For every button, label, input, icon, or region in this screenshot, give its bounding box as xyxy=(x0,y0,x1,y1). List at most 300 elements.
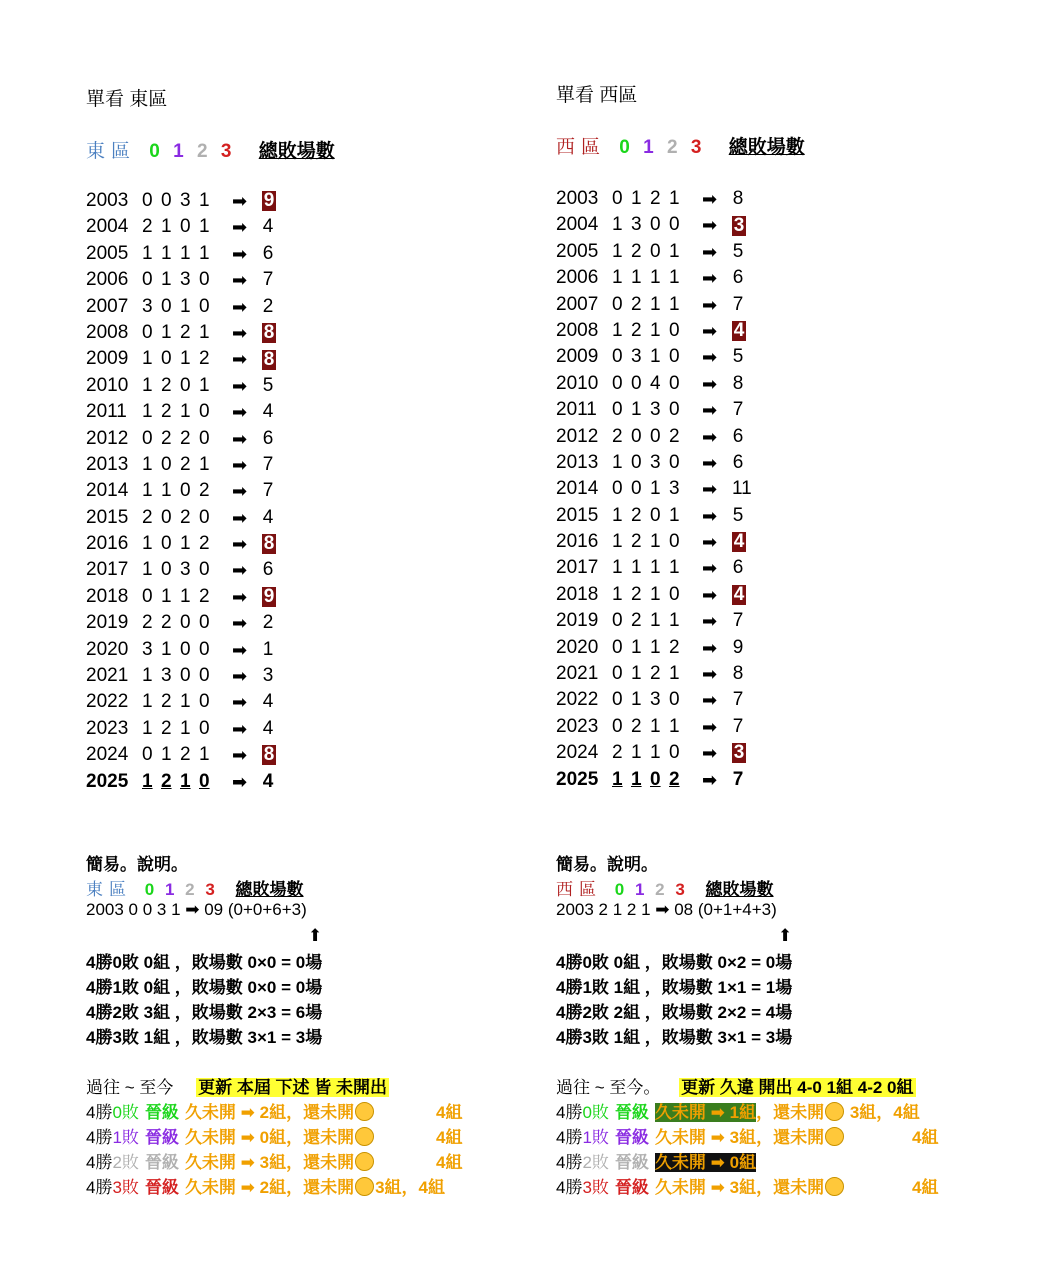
year-cell: 2003 xyxy=(86,190,129,211)
result-cell: 2 xyxy=(161,427,172,449)
west-win-line: 4勝0敗 0組 ，敗場數 0×2 = 0場 xyxy=(556,953,793,972)
arrow-icon: ➡ xyxy=(702,505,718,526)
total-cell: 7 xyxy=(732,689,744,711)
west-header xyxy=(556,132,813,159)
result-group xyxy=(612,661,688,687)
result-cell: 2 xyxy=(142,216,153,238)
result-cell: 1 xyxy=(142,401,153,423)
past-count: 4組 xyxy=(436,1128,463,1147)
year-cell: 2008 xyxy=(86,321,129,343)
result-cell: 0 xyxy=(180,612,191,634)
result-group xyxy=(142,742,218,768)
result-cell: 1 xyxy=(180,295,191,317)
result-cell: 1 xyxy=(142,533,153,555)
total-cell: 9 xyxy=(263,190,275,212)
table-row xyxy=(556,503,752,529)
total-cell: 8 xyxy=(732,372,744,394)
result-cell: 3 xyxy=(142,295,153,317)
past-promo: 晉級 xyxy=(614,1128,649,1147)
past-prefix: 4勝 xyxy=(86,1153,113,1172)
result-cell: 2 xyxy=(161,717,172,739)
east-label: 東區 xyxy=(86,141,137,162)
result-cell: 1 xyxy=(199,190,210,211)
result-cell: 2 xyxy=(161,401,172,423)
total-cell: 7 xyxy=(732,768,744,790)
result-cell: 0 xyxy=(669,742,680,764)
arrow-icon: ➡ xyxy=(232,534,248,555)
arrow-icon: ➡ xyxy=(702,294,718,315)
result-cell: 1 xyxy=(161,216,172,238)
year-cell: 2010 xyxy=(556,372,599,394)
result-cell: 0 xyxy=(199,295,210,317)
result-cell: 1 xyxy=(142,480,153,502)
explain-digit-1: 1 xyxy=(164,880,175,899)
result-cell: 1 xyxy=(650,742,661,764)
result-group xyxy=(142,716,218,742)
result-cell: 1 xyxy=(650,557,661,579)
header-digit-1: 1 xyxy=(643,137,654,158)
total-cell: 7 xyxy=(262,453,274,475)
past-prefix: 4勝 xyxy=(556,1153,583,1172)
year-cell: 2009 xyxy=(556,346,599,368)
result-cell: 2 xyxy=(161,612,172,634)
west-win-line: 4勝1敗 1組 ，敗場數 1×1 = 1場 xyxy=(556,978,793,997)
result-group xyxy=(142,689,218,715)
result-cell: 0 xyxy=(199,665,210,687)
arrow-icon: ➡ xyxy=(702,690,718,711)
result-cell: 1 xyxy=(650,319,661,341)
result-cell: 2 xyxy=(199,480,210,502)
table-row xyxy=(86,188,276,214)
west-past-lead: 過往 ~ 至今。 xyxy=(556,1078,661,1097)
west-label: 西區 xyxy=(556,137,607,158)
result-group xyxy=(612,424,688,450)
year-cell: 2019 xyxy=(86,612,129,634)
result-cell: 1 xyxy=(669,240,680,262)
past-text: 久未開 ➡ 2組，還未開 xyxy=(184,1178,355,1197)
result-cell: 1 xyxy=(650,478,661,500)
result-cell: 1 xyxy=(142,691,153,713)
result-group xyxy=(142,294,218,320)
result-cell: 1 xyxy=(650,293,661,315)
result-cell: 2 xyxy=(631,319,642,341)
total-cell: 11 xyxy=(732,478,752,500)
result-cell: 1 xyxy=(199,744,210,766)
year-cell: 2015 xyxy=(556,504,599,526)
result-cell: 1 xyxy=(161,480,172,502)
result-cell: 0 xyxy=(612,715,623,737)
year-cell: 2025 xyxy=(556,768,599,790)
year-cell: 2003 xyxy=(556,188,599,209)
arrow-icon: ➡ xyxy=(702,189,718,209)
result-cell: 0 xyxy=(631,372,642,394)
result-cell: 2 xyxy=(631,240,642,262)
result-cell: 2 xyxy=(161,691,172,713)
past-tail: 3組，4組 xyxy=(375,1178,446,1197)
result-cell: 3 xyxy=(631,346,642,368)
result-cell: 1 xyxy=(142,717,153,739)
result-cell: 0 xyxy=(199,401,210,423)
table-row xyxy=(86,241,276,267)
arrow-icon: ➡ xyxy=(702,426,718,447)
total-cell: 5 xyxy=(262,374,274,396)
table-row xyxy=(556,767,752,793)
table-row xyxy=(556,318,752,344)
result-cell: 1 xyxy=(612,451,623,473)
grin-emoji-icon xyxy=(825,1127,844,1146)
result-cell: 1 xyxy=(142,242,153,264)
table-row xyxy=(556,529,752,555)
result-cell: 0 xyxy=(142,427,153,449)
result-cell: 3 xyxy=(650,689,661,711)
explain-digit-2: 2 xyxy=(185,880,195,899)
past-item xyxy=(556,1125,939,1150)
result-cell: 1 xyxy=(180,717,191,739)
past-prefix: 4勝 xyxy=(86,1128,113,1147)
past-prefix: 4勝 xyxy=(86,1103,113,1122)
result-cell: 1 xyxy=(612,240,623,262)
result-cell: 1 xyxy=(669,267,680,289)
west-past xyxy=(556,1075,939,1200)
year-cell: 2007 xyxy=(556,293,599,315)
past-text: 久未開 ➡ 2組，還未開 xyxy=(184,1103,355,1122)
result-group xyxy=(142,452,218,478)
result-cell: 3 xyxy=(631,214,642,236)
table-row xyxy=(556,582,752,608)
result-cell: 1 xyxy=(631,557,642,579)
result-cell: 0 xyxy=(161,506,172,528)
table-row xyxy=(556,265,752,291)
table-row xyxy=(86,294,276,320)
year-cell: 2019 xyxy=(556,610,599,632)
result-group xyxy=(142,373,218,399)
arrow-icon: ➡ xyxy=(702,769,718,790)
table-row xyxy=(556,740,752,766)
result-cell: 0 xyxy=(612,478,623,500)
status-box: 久未開 ➡ 1組 xyxy=(654,1103,757,1122)
result-cell: 1 xyxy=(669,610,680,632)
west-explain-total: 總敗場數 xyxy=(705,880,774,899)
result-cell: 1 xyxy=(631,267,642,289)
result-cell: 1 xyxy=(612,504,623,526)
arrow-icon: ➡ xyxy=(702,558,718,579)
year-cell: 2012 xyxy=(556,425,599,447)
table-row xyxy=(556,371,752,397)
year-cell: 2020 xyxy=(556,636,599,658)
total-cell: 2 xyxy=(262,612,274,634)
total-cell: 4 xyxy=(733,584,745,606)
past-loss: 3敗 xyxy=(112,1178,139,1197)
result-cell: 3 xyxy=(161,665,172,687)
past-loss: 1敗 xyxy=(112,1128,139,1147)
result-cell: 2 xyxy=(142,612,153,634)
result-cell: 1 xyxy=(180,585,191,607)
west-total-header: 總敗場數 xyxy=(728,137,805,158)
total-cell: 4 xyxy=(262,401,274,423)
year-cell: 2012 xyxy=(86,427,129,449)
total-cell: 9 xyxy=(732,636,744,658)
west-update-badge: 更新 久違 開出 4-0 1組 4-2 0組 xyxy=(681,1078,914,1097)
past-loss: 1敗 xyxy=(582,1128,609,1147)
result-cell: 1 xyxy=(161,242,172,264)
result-group xyxy=(142,241,218,267)
table-row xyxy=(86,426,276,452)
total-cell: 9 xyxy=(263,586,275,608)
year-cell: 2005 xyxy=(86,242,129,264)
arrow-icon: ➡ xyxy=(232,718,248,739)
result-cell: 2 xyxy=(180,453,191,475)
header-digit-2: 2 xyxy=(667,137,678,158)
result-cell: 1 xyxy=(650,715,661,737)
west-explain-header xyxy=(556,875,774,900)
arrow-icon: ➡ xyxy=(232,771,248,792)
result-cell: 2 xyxy=(631,583,642,605)
arrow-icon: ➡ xyxy=(232,191,248,211)
year-cell: 2011 xyxy=(556,399,597,421)
arrow-icon: ➡ xyxy=(702,479,718,500)
result-cell: 1 xyxy=(612,531,623,553)
year-cell: 2006 xyxy=(556,267,599,289)
year-cell: 2014 xyxy=(556,478,599,500)
result-group xyxy=(612,397,688,423)
west-past-lead-line xyxy=(556,1075,920,1100)
result-cell: 0 xyxy=(650,504,661,526)
result-cell: 0 xyxy=(142,321,153,343)
arrow-icon: ➡ xyxy=(702,716,718,737)
result-cell: 0 xyxy=(631,478,642,500)
result-cell: 0 xyxy=(180,374,191,396)
result-cell: 1 xyxy=(650,531,661,553)
east-win-line: 4勝3敗 1組 ，敗場數 3×1 = 3場 xyxy=(86,1028,323,1047)
result-cell: 0 xyxy=(180,480,191,502)
table-row xyxy=(556,450,752,476)
total-cell: 5 xyxy=(732,504,744,526)
result-cell: 1 xyxy=(161,638,172,660)
result-group xyxy=(612,687,688,713)
result-cell: 2 xyxy=(199,533,210,555)
table-row xyxy=(86,478,276,504)
grin-emoji-icon xyxy=(825,1102,844,1121)
result-cell: 0 xyxy=(650,425,661,447)
table-row xyxy=(556,555,752,581)
result-cell: 1 xyxy=(161,744,172,766)
result-cell: 1 xyxy=(199,374,210,396)
result-cell: 0 xyxy=(612,399,623,421)
result-cell: 0 xyxy=(612,636,623,658)
arrow-icon: ➡ xyxy=(702,268,718,289)
table-row xyxy=(556,661,752,687)
table-row xyxy=(86,214,276,240)
total-cell: 7 xyxy=(732,610,744,632)
total-cell: 8 xyxy=(263,744,275,766)
year-cell: 2021 xyxy=(556,663,599,685)
result-group xyxy=(612,714,688,740)
total-cell: 8 xyxy=(263,533,275,555)
west-win-line: 4勝3敗 1組 ，敗場數 3×1 = 3場 xyxy=(556,1028,793,1047)
arrow-icon: ➡ xyxy=(702,400,718,421)
past-item xyxy=(556,1150,920,1175)
total-cell: 4 xyxy=(733,531,745,553)
past-promo: 晉級 xyxy=(614,1103,649,1122)
year-cell: 2006 xyxy=(86,269,129,291)
past-prefix: 4勝 xyxy=(556,1178,583,1197)
year-cell: 2025 xyxy=(86,770,129,792)
result-cell: 0 xyxy=(669,346,680,368)
result-cell: 2 xyxy=(669,425,680,447)
total-cell: 4 xyxy=(262,216,274,238)
result-group xyxy=(142,399,218,425)
result-cell: 1 xyxy=(180,242,191,264)
result-cell: 1 xyxy=(612,768,623,790)
header-digit-3: 3 xyxy=(690,137,702,158)
total-cell: 6 xyxy=(732,267,744,289)
arrow-icon: ➡ xyxy=(232,481,248,502)
arrow-icon: ➡ xyxy=(232,243,248,264)
result-cell: 0 xyxy=(612,293,623,315)
result-cell: 1 xyxy=(631,689,642,711)
result-cell: 0 xyxy=(669,319,680,341)
past-item xyxy=(86,1100,463,1125)
past-text: 久未開 ➡ 3組，還未開 xyxy=(654,1128,825,1147)
result-cell: 3 xyxy=(180,190,191,211)
header-digit-1: 1 xyxy=(173,141,184,162)
past-item xyxy=(86,1125,463,1150)
result-cell: 2 xyxy=(631,531,642,553)
year-cell: 2015 xyxy=(86,506,129,528)
arrow-icon: ➡ xyxy=(702,215,718,236)
east-past-lead: 過往 ~ 至今 xyxy=(86,1078,174,1097)
result-group xyxy=(142,346,218,372)
past-loss: 2敗 xyxy=(582,1153,609,1172)
result-cell: 0 xyxy=(650,214,661,236)
total-cell: 7 xyxy=(732,293,744,315)
result-cell: 3 xyxy=(650,399,661,421)
table-row xyxy=(556,292,752,318)
table-row xyxy=(86,584,276,610)
past-loss: 0敗 xyxy=(112,1103,139,1122)
past-promo: 晉級 xyxy=(144,1178,179,1197)
year-cell: 2010 xyxy=(86,374,129,396)
arrow-icon: ➡ xyxy=(702,373,718,394)
past-count: 4組 xyxy=(436,1153,463,1172)
past-promo: 晉級 xyxy=(144,1128,179,1147)
total-cell: 6 xyxy=(262,242,274,264)
total-cell: 4 xyxy=(262,691,274,713)
result-cell: 0 xyxy=(669,214,680,236)
arrow-icon: ➡ xyxy=(232,666,248,687)
total-cell: 3 xyxy=(733,214,745,236)
table-row xyxy=(86,267,276,293)
result-cell: 0 xyxy=(161,348,172,370)
result-group xyxy=(612,318,688,344)
result-cell: 1 xyxy=(631,636,642,658)
result-cell: 1 xyxy=(142,348,153,370)
year-cell: 2023 xyxy=(86,717,129,739)
result-cell: 1 xyxy=(669,188,680,209)
result-cell: 1 xyxy=(612,557,623,579)
east-explain-total: 總敗場數 xyxy=(235,880,304,899)
result-cell: 2 xyxy=(161,374,172,396)
east-wins xyxy=(86,950,322,1050)
result-cell: 0 xyxy=(199,638,210,660)
result-cell: 0 xyxy=(180,638,191,660)
table-row xyxy=(86,610,276,636)
result-cell: 0 xyxy=(161,190,172,211)
past-promo: 晉級 xyxy=(144,1103,179,1122)
west-explain-title: 簡易。說明。 xyxy=(556,855,658,874)
table-row xyxy=(86,399,276,425)
east-header xyxy=(86,136,343,163)
result-cell: 1 xyxy=(142,770,153,792)
arrow-icon: ➡ xyxy=(702,241,718,262)
east-win-line: 4勝1敗 0組 ，敗場數 0×0 = 0場 xyxy=(86,978,323,997)
table-row xyxy=(556,476,752,502)
total-cell: 7 xyxy=(732,715,744,737)
result-cell: 2 xyxy=(631,715,642,737)
result-cell: 1 xyxy=(650,636,661,658)
table-row xyxy=(86,320,276,346)
result-group xyxy=(142,188,218,214)
explain-digit-1: 1 xyxy=(634,880,645,899)
result-cell: 1 xyxy=(631,188,642,209)
past-item xyxy=(556,1175,939,1200)
west-title: 單看 西區 xyxy=(556,85,638,106)
year-cell: 2020 xyxy=(86,638,129,660)
arrow-icon: ➡ xyxy=(702,743,718,764)
past-text: 久未開 ➡ 0組，還未開 xyxy=(184,1128,355,1147)
east-explain-line: 2003 0 0 3 1 ➡ 09 (0+0+6+3) xyxy=(86,900,307,919)
status-box: 久未開 ➡ 0組 xyxy=(654,1153,757,1172)
arrow-icon: ➡ xyxy=(232,613,248,634)
result-group xyxy=(612,767,688,793)
grin-emoji-icon xyxy=(355,1177,374,1196)
result-cell: 1 xyxy=(612,319,623,341)
result-cell: 1 xyxy=(161,269,172,291)
result-group xyxy=(142,531,218,557)
result-cell: 0 xyxy=(142,585,153,607)
past-loss: 2敗 xyxy=(112,1153,139,1172)
table-row xyxy=(556,714,752,740)
result-cell: 1 xyxy=(142,665,153,687)
arrow-icon: ➡ xyxy=(232,586,248,607)
table-row xyxy=(556,186,752,212)
past-count: 4組 xyxy=(436,1103,463,1122)
result-cell: 3 xyxy=(669,478,680,500)
result-cell: 0 xyxy=(669,583,680,605)
past-promo: 晉級 xyxy=(144,1153,179,1172)
arrow-icon: ➡ xyxy=(232,428,248,449)
total-cell: 6 xyxy=(262,559,274,581)
past-item xyxy=(86,1150,463,1175)
arrow-icon: ➡ xyxy=(702,347,718,368)
total-cell: 7 xyxy=(262,480,274,502)
result-cell: 2 xyxy=(142,506,153,528)
result-group xyxy=(612,265,688,291)
past-prefix: 4勝 xyxy=(556,1103,583,1122)
result-group xyxy=(612,529,688,555)
east-explain-header xyxy=(86,875,304,900)
total-cell: 6 xyxy=(732,425,744,447)
result-cell: 0 xyxy=(142,744,153,766)
table-row xyxy=(86,689,276,715)
arrow-icon: ➡ xyxy=(702,320,718,341)
result-cell: 0 xyxy=(180,216,191,238)
east-explain-label: 東區 xyxy=(86,880,132,899)
arrow-icon: ➡ xyxy=(702,452,718,473)
result-cell: 0 xyxy=(650,768,661,790)
result-group xyxy=(142,769,218,795)
result-cell: 1 xyxy=(669,557,680,579)
